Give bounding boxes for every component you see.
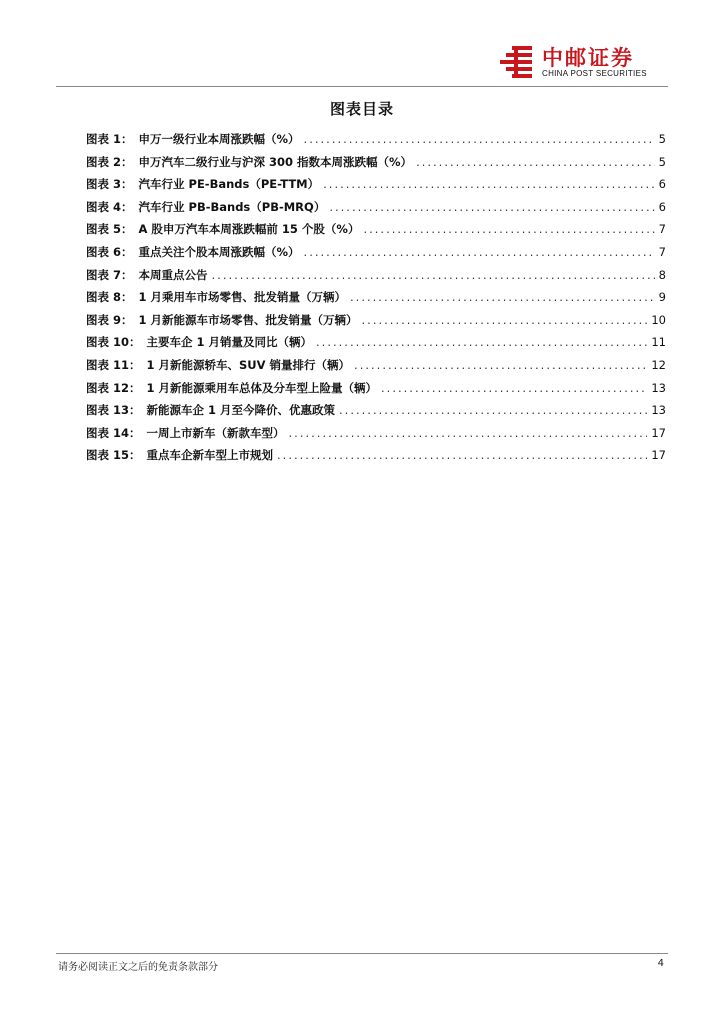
toc-leader-dots — [354, 354, 647, 377]
toc-entry[interactable] — [86, 377, 666, 400]
toc-entry[interactable] — [86, 173, 666, 196]
toc-leader-dots — [316, 331, 647, 354]
toc-leader-dots — [289, 422, 648, 445]
toc-entry-title: 申万汽车二级行业与沪深 300 指数本周涨跌幅（%） — [138, 154, 413, 169]
toc-entry-label: 图表 1： — [86, 132, 133, 146]
toc-entry-title: 一周上市新车（新款车型） — [146, 425, 285, 440]
toc-entry-title: 重点关注个股本周涨跌幅（%） — [138, 244, 300, 259]
toc-entry-label: 图表 9： — [86, 312, 133, 327]
table-of-figures — [86, 128, 666, 467]
toc-entry-title: 汽车行业 PB-Bands（PB-MRQ） — [138, 199, 326, 214]
toc-entry-title: A 股申万汽车本周涨跌幅前 15 个股（%） — [138, 222, 360, 237]
toc-leader-dots — [350, 286, 655, 309]
toc-entry-page: 6 — [658, 199, 666, 214]
toc-entry-page: 7 — [658, 244, 666, 259]
toc-entry[interactable] — [86, 354, 666, 377]
toc-entry-page: 13 — [651, 403, 666, 418]
toc-entry-label: 图表 5： — [86, 222, 133, 237]
toc-entry-label: 图表 10： — [86, 335, 141, 350]
toc-entry-label: 图表 15： — [86, 448, 141, 463]
china-post-logo-icon — [498, 44, 536, 80]
toc-entry-page: 7 — [658, 222, 666, 237]
toc-entry-page: 11 — [651, 335, 666, 350]
toc-entry-title: 1 月新能源轿车、SUV 销量排行（辆） — [146, 357, 351, 372]
toc-entry-label: 图表 6： — [86, 244, 133, 259]
toc-entry-title: 重点车企新车型上市规划 — [146, 448, 274, 463]
toc-entry-label: 图表 2： — [86, 154, 133, 169]
toc-entry-title: 新能源车企 1 月至今降价、优惠政策 — [146, 403, 336, 418]
toc-entry[interactable] — [86, 128, 666, 151]
toc-entry-label: 图表 3： — [86, 177, 133, 192]
page-footer — [56, 953, 668, 976]
toc-entry-page: 8 — [658, 267, 666, 282]
toc-entry[interactable] — [86, 264, 666, 287]
toc-entry[interactable] — [86, 444, 666, 467]
toc-entry-title: 汽车行业 PE-Bands（PE-TTM） — [138, 177, 320, 192]
toc-leader-dots — [339, 399, 647, 422]
toc-entry-title: 1 月新能源乘用车总体及分车型上险量（辆） — [146, 380, 378, 395]
toc-leader-dots — [381, 377, 647, 400]
toc-leader-dots — [212, 264, 655, 287]
page-number: 4 — [657, 958, 664, 969]
page-header — [56, 40, 668, 87]
toc-leader-dots — [323, 173, 655, 196]
toc-entry[interactable] — [86, 331, 666, 354]
toc-title: 图表目录 — [329, 100, 394, 118]
toc-entry-page: 17 — [651, 448, 666, 463]
toc-entry-page: 6 — [658, 177, 666, 192]
toc-entry-label: 图表 8： — [86, 290, 133, 305]
logo-chinese-name: 中邮证券 — [542, 46, 634, 70]
toc-entry-page: 9 — [658, 290, 666, 305]
toc-entry-label: 图表 4： — [86, 199, 133, 214]
toc-entry-label: 图表 11： — [86, 357, 141, 372]
toc-entry-page: 5 — [658, 154, 666, 169]
company-logo — [498, 40, 668, 84]
toc-entry[interactable] — [86, 309, 666, 332]
toc-leader-dots — [416, 151, 655, 174]
toc-entry-page: 12 — [651, 357, 666, 372]
toc-entry-label: 图表 14： — [86, 425, 141, 440]
toc-entry[interactable] — [86, 399, 666, 422]
toc-leader-dots — [304, 128, 655, 151]
toc-entry-title: 申万一级行业本周涨跌幅（%） — [138, 132, 300, 146]
toc-entry-page: 13 — [651, 380, 666, 395]
toc-leader-dots — [362, 309, 648, 332]
toc-entry-title: 主要车企 1 月销量及同比（辆） — [146, 335, 313, 350]
toc-entry-label: 图表 12： — [86, 380, 141, 395]
toc-entry-page: 10 — [651, 312, 666, 327]
toc-leader-dots — [363, 218, 654, 241]
toc-entry-page: 17 — [651, 425, 666, 440]
toc-entry[interactable] — [86, 218, 666, 241]
toc-leader-dots — [329, 196, 654, 219]
toc-entry-label: 图表 7： — [86, 267, 133, 282]
toc-entry-title: 1 月新能源车市场零售、批发销量（万辆） — [138, 312, 358, 327]
logo-english-name: CHINA POST SECURITIES — [542, 69, 647, 78]
disclaimer-note: 请务必阅读正文之后的免责条款部分 — [58, 962, 218, 973]
toc-leader-dots — [304, 241, 655, 264]
toc-entry[interactable] — [86, 241, 666, 264]
toc-entry-page: 5 — [658, 132, 666, 146]
toc-entry-label: 图表 13： — [86, 403, 141, 418]
toc-entry[interactable] — [86, 196, 666, 219]
toc-entry[interactable] — [86, 151, 666, 174]
toc-leader-dots — [277, 444, 647, 467]
toc-entry-title: 本周重点公告 — [138, 267, 208, 282]
toc-entry[interactable] — [86, 286, 666, 309]
toc-entry-title: 1 月乘用车市场零售、批发销量（万辆） — [138, 290, 347, 305]
toc-entry[interactable] — [86, 422, 666, 445]
